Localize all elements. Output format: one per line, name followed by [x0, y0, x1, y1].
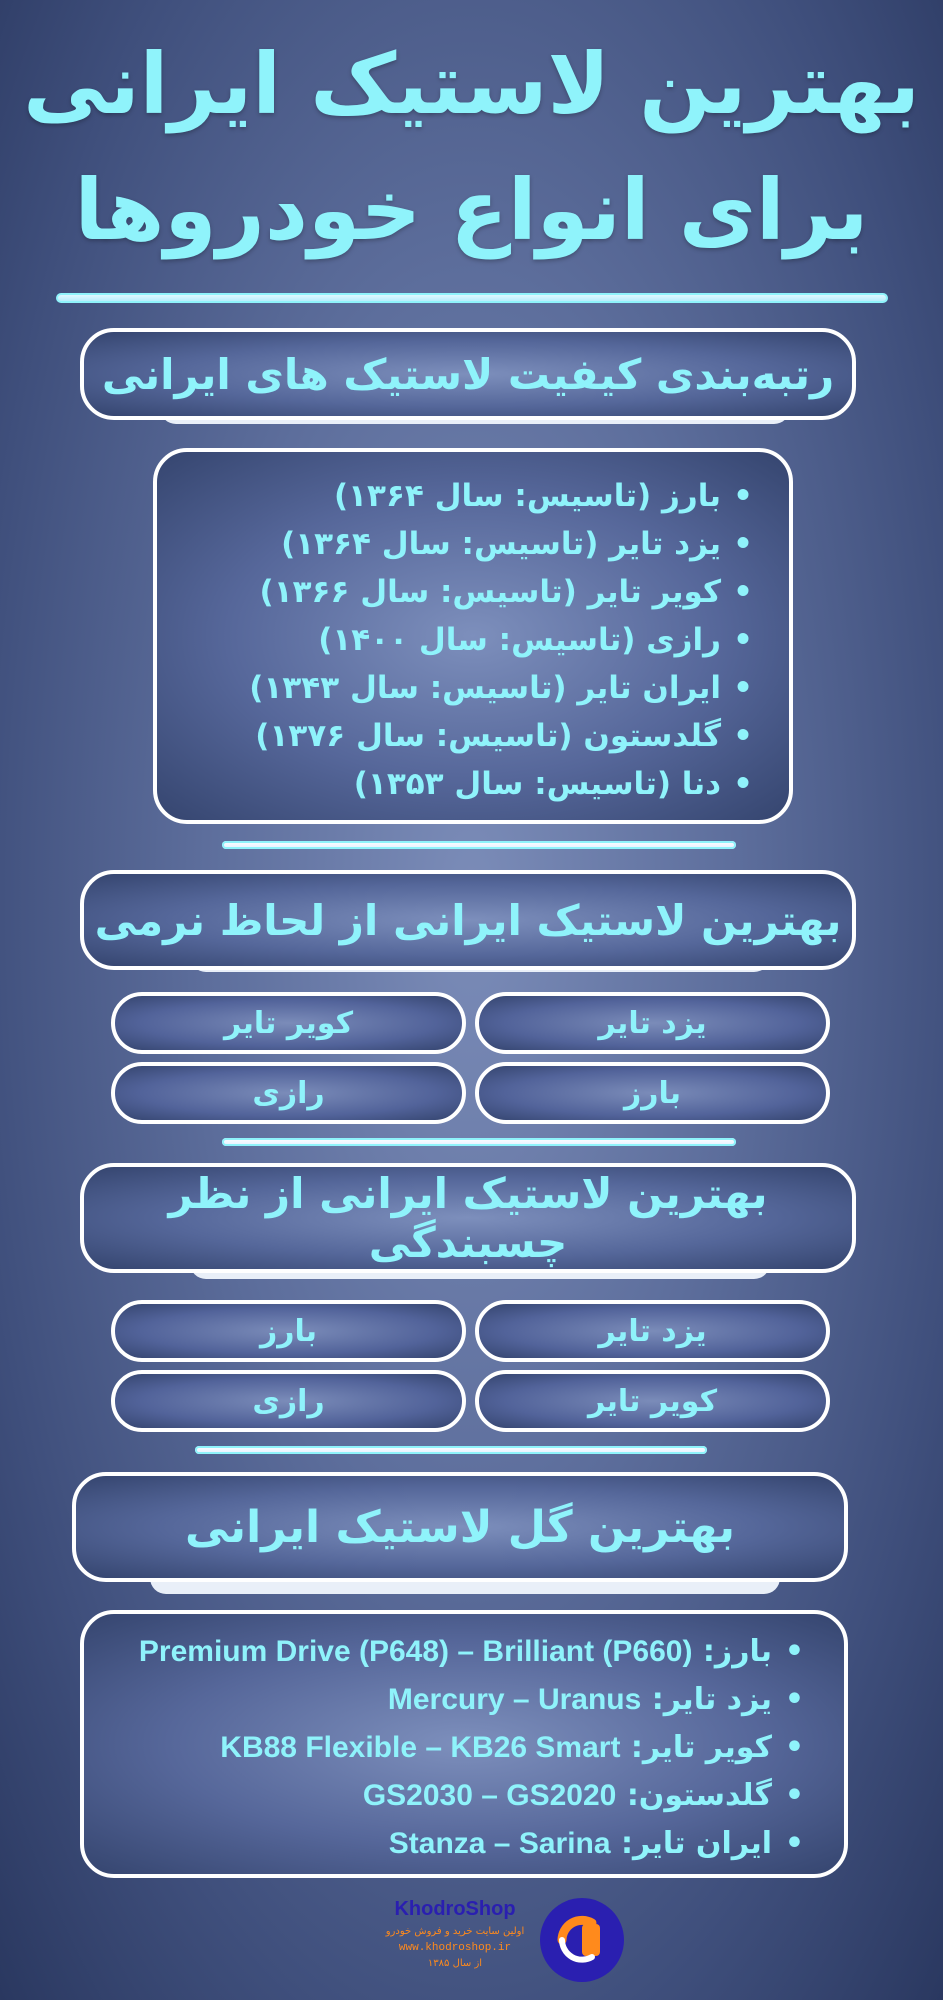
- title-divider: [56, 293, 888, 303]
- grip-cell-razi: رازی: [111, 1370, 466, 1432]
- tread-models: Stanza – Sarina: [388, 1827, 611, 1860]
- section-divider: [195, 1446, 707, 1454]
- list-item: • یزد تایر (تاسیس: سال ۱۳۶۴): [249, 520, 721, 568]
- section-divider: [222, 1138, 736, 1146]
- list-item: • کویر تایر (تاسیس: سال ۱۳۶۶): [249, 568, 721, 616]
- list-item: • رازی (تاسیس: سال ۱۴۰۰): [249, 616, 721, 664]
- list-item: • دنا (تاسیس: سال ۱۳۵۳): [249, 760, 721, 808]
- tread-models: Premium Drive (P648) – Brilliant (P660): [138, 1635, 693, 1668]
- grip-cell-yazd: یزد تایر: [475, 1300, 830, 1362]
- logo-since: از سال ۱۳۸۵: [427, 1958, 483, 1969]
- list-item: [139, 1676, 772, 1724]
- list-item: • گلدستون (تاسیس: سال ۱۳۷۶): [249, 712, 721, 760]
- quality-list-box: [153, 448, 793, 824]
- list-item: [139, 1724, 772, 1772]
- softness-cell-kavir: کویر تایر: [111, 992, 466, 1054]
- list-item: [139, 1820, 772, 1868]
- grip-cell-kavir: کویر تایر: [475, 1370, 830, 1432]
- softness-cell-barez: بارز: [475, 1062, 830, 1124]
- softness-cell-yazd: یزد تایر: [475, 992, 830, 1054]
- softness-cell-razi: رازی: [111, 1062, 466, 1124]
- khodroshop-logo[interactable]: [380, 1890, 630, 1990]
- list-item: [139, 1628, 772, 1676]
- tread-brand: یزد تایر:: [651, 1682, 772, 1717]
- tread-brand: کویر تایر:: [630, 1730, 772, 1765]
- quality-list: [249, 472, 721, 808]
- logo-mark-icon: [532, 1890, 632, 1990]
- page-title-line-2: برای انواع خودروها: [74, 161, 869, 259]
- section-heading-tread: بهترین گل لاستیک ایرانی: [72, 1472, 848, 1582]
- tread-brand: بارز:: [702, 1634, 772, 1669]
- tread-brand: ایران تایر:: [621, 1826, 772, 1861]
- section-heading-quality: رتبه‌بندی کیفیت لاستیک های ایرانی: [80, 328, 856, 420]
- logo-tagline: اولین سایت خرید و فروش خودرو: [385, 1926, 525, 1937]
- list-item: • بارز (تاسیس: سال ۱۳۶۴): [249, 472, 721, 520]
- tread-list-box: [80, 1610, 848, 1878]
- logo-name: KhodroShop: [394, 1898, 516, 1920]
- logo-url: www.khodroshop.ir: [398, 1942, 512, 1954]
- tread-list: [139, 1628, 772, 1868]
- grip-cell-barez: بارز: [111, 1300, 466, 1362]
- section-heading-grip: بهترین لاستیک ایرانی از نظر چسبندگی: [80, 1163, 856, 1273]
- section-divider: [222, 841, 736, 849]
- tread-brand: گلدستون:: [626, 1778, 772, 1813]
- tread-models: KB88 Flexible – KB26 Smart: [220, 1731, 621, 1764]
- list-item: • ایران تایر (تاسیس: سال ۱۳۴۳): [249, 664, 721, 712]
- section-heading-softness: بهترین لاستیک ایرانی از لحاظ نرمی: [80, 870, 856, 970]
- tread-models: Mercury – Uranus: [387, 1683, 642, 1716]
- tread-models: GS2030 – GS2020: [362, 1779, 617, 1812]
- page-title-line-1: بهترین لاستیک ایرانی: [23, 35, 920, 133]
- list-item: [139, 1772, 772, 1820]
